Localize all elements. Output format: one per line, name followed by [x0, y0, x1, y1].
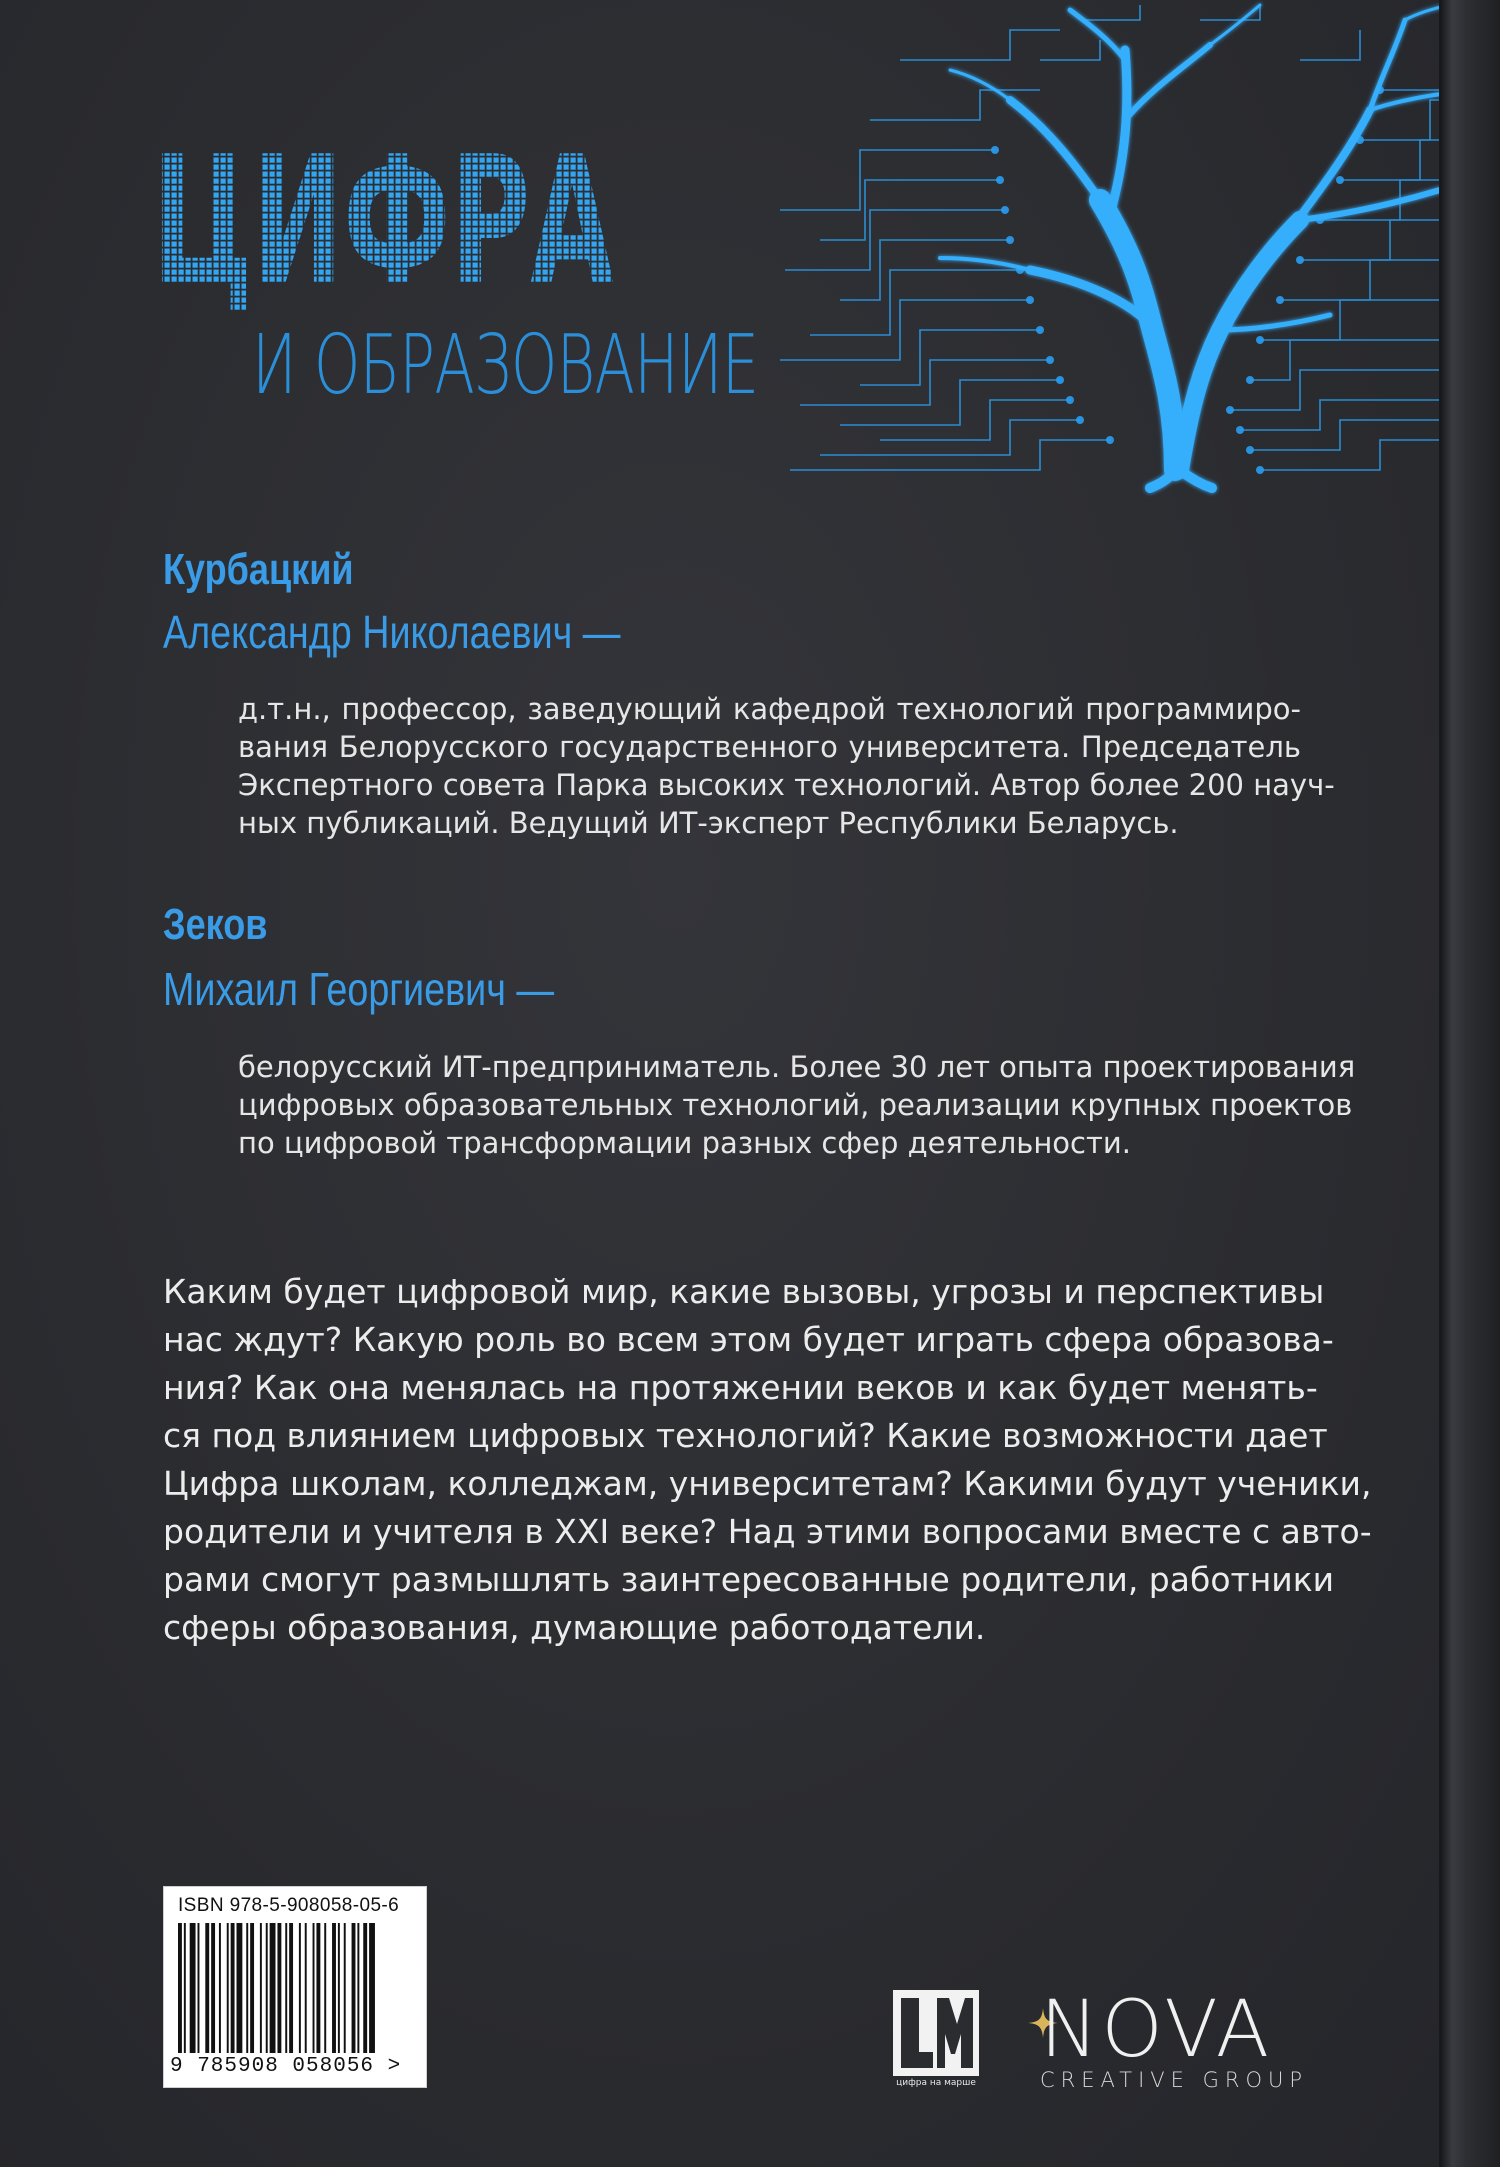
isbn-number: ISBN 978-5-908058-05-6: [178, 1895, 400, 1916]
bio-line: вания Белорусского государственного университета. Председатель: [238, 730, 1301, 764]
description-line: родители и учителя в XXI веке? Над этими вопросами вместе с авто-: [163, 1512, 1372, 1551]
svg-text:ЦИФРА: ЦИФРА: [152, 118, 614, 325]
title-main: [150, 115, 620, 325]
bio-line: д.т.н., профессор, заведующий кафедрой технологий программиро-: [238, 692, 1301, 726]
lm-caption: цифра на марше: [896, 2078, 976, 2088]
description-line: ния? Как она менялась на протяжении веков и как будет менять-: [163, 1368, 1318, 1407]
author-2-bio: [238, 1048, 1356, 1162]
author-2-surname: Зеков: [163, 900, 268, 949]
lm-publisher-logo: [893, 1990, 979, 2090]
book-description: [163, 1268, 1372, 1652]
bio-line: ных публикаций. Ведущий ИТ-эксперт Республики Беларусь.: [238, 806, 1179, 840]
author-2-name: Михаил Георгиевич —: [163, 963, 555, 1015]
title-subtitle: И ОБРАЗОВАНИЕ: [252, 318, 759, 413]
bio-line: цифровых образовательных технологий, реализации крупных проектов: [238, 1088, 1353, 1122]
author-1-surname: Курбацкий: [163, 545, 354, 594]
description-line: рами смогут размышлять заинтересованные родители, работники: [163, 1560, 1335, 1599]
nova-logo-subtitle: CREATIVE GROUP: [1040, 2068, 1309, 2092]
circuit-tree-illustration: [780, 0, 1500, 490]
isbn-barcode: [163, 1886, 427, 2088]
nova-logo-word: NOVA: [1040, 1985, 1273, 2075]
description-line: Цифра школам, колледжам, университетам? Какими будут ученики,: [163, 1464, 1372, 1503]
description-line: сферы образования, думающие работодатели.: [163, 1608, 986, 1647]
bio-line: белорусский ИТ-предприниматель. Более 30 лет опыта проектирования: [238, 1050, 1356, 1084]
bio-line: по цифровой трансформации разных сфер деятельности.: [238, 1126, 1131, 1160]
book-spine: [1442, 0, 1500, 2167]
barcode-digits: 9 785908 058056 >: [170, 2055, 402, 2078]
author-1-bio: [238, 690, 1335, 842]
barcode: [178, 1923, 414, 2053]
description-line: Каким будет цифровой мир, какие вызовы, угрозы и перспективы: [163, 1272, 1325, 1311]
description-line: нас ждут? Какую роль во всем этом будет играть сфера образова-: [163, 1320, 1334, 1359]
description-line: ся под влиянием цифровых технологий? Какие возможности дает: [163, 1416, 1328, 1455]
bio-line: Экспертного совета Парка высоких технологий. Автор более 200 науч-: [238, 768, 1335, 802]
author-1-name: Александр Николаевич —: [163, 606, 621, 658]
